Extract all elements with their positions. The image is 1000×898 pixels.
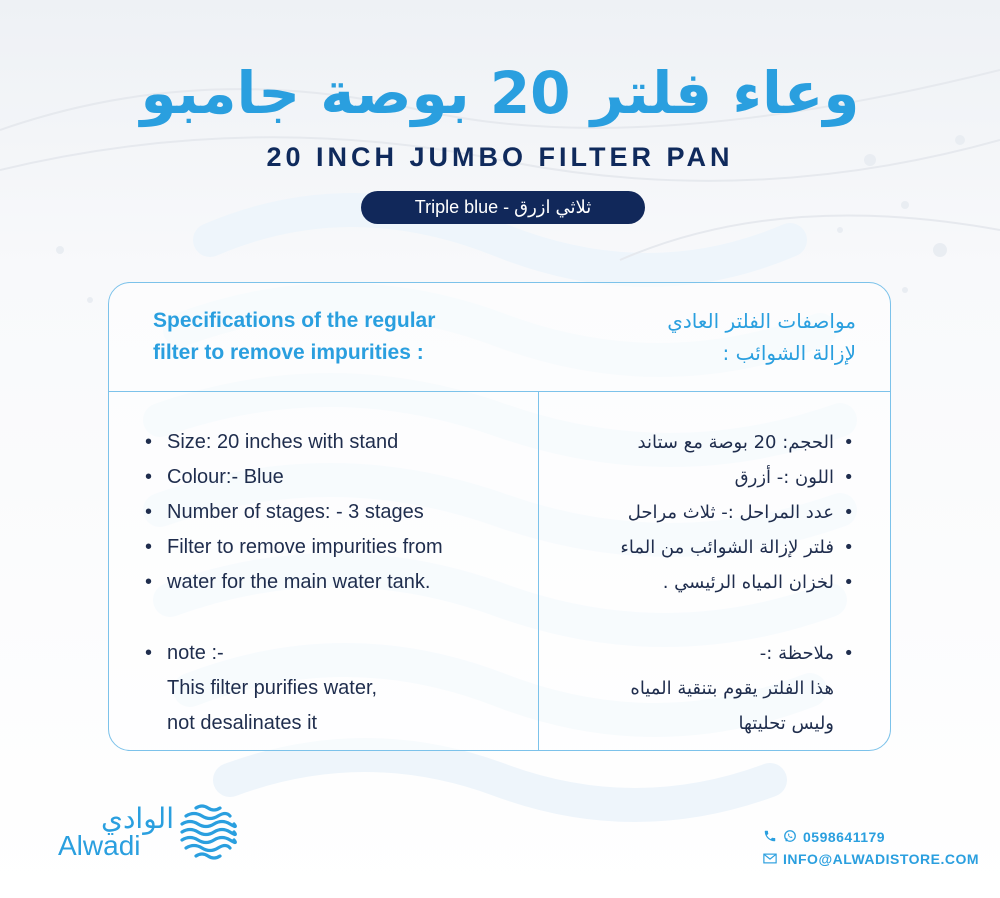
page-title-english: 20 INCH JUMBO FILTER PAN: [266, 142, 734, 172]
list-item: • Filter to remove impurities from: [145, 536, 443, 558]
list-item: • اللون :- أزرق: [734, 467, 854, 488]
spec-heading-english: [153, 305, 513, 369]
page-title-arabic: وعاء فلتر 20 بوصة جامبو: [140, 59, 860, 127]
alwadi-logo: [58, 802, 238, 864]
contact-info: [763, 826, 979, 870]
spec-heading-english-line: filter to remove impurities :: [153, 341, 424, 364]
phone-row[interactable]: [763, 826, 979, 848]
spec-list-english: [143, 425, 523, 741]
note-line: This filter purifies water,: [167, 677, 378, 699]
variant-badge: [361, 191, 645, 224]
spec-list-arabic: [536, 425, 856, 741]
email-address: INFO@ALWADISTORE.COM: [783, 851, 980, 867]
spec-heading-arabic: [536, 305, 856, 369]
header-divider: [109, 391, 890, 392]
list-item: • Number of stages: - 3 stages: [145, 501, 424, 523]
list-item: • فلتر لإزالة الشوائب من الماء: [620, 537, 854, 558]
whatsapp-icon: [783, 829, 797, 846]
spec-heading-arabic-line: مواصفات الفلتر العادي: [667, 309, 856, 333]
note-item: • note :-: [145, 642, 224, 664]
list-item: • عدد المراحل :- ثلاث مراحل: [627, 502, 854, 523]
note-line: وليس تحليتها: [738, 713, 834, 734]
list-item: • Colour:- Blue: [145, 466, 284, 488]
list-item: • water for the main water tank.: [145, 571, 431, 593]
email-row[interactable]: [763, 848, 979, 870]
phone-number: 0598641179: [803, 829, 886, 845]
alwadi-wave-logo-icon: [178, 802, 238, 862]
email-icon: [763, 851, 777, 867]
list-item: • الحجم: 20 بوصة مع ستاند: [637, 432, 854, 453]
phone-icon: [763, 829, 777, 846]
brand-name-arabic: الوادي: [101, 802, 174, 835]
specifications-card: [108, 282, 891, 751]
spec-heading-english-line: Specifications of the regular: [153, 309, 436, 332]
note-line: not desalinates it: [167, 712, 318, 734]
variant-badge-label: Triple blue - ثلاثي ازرق: [414, 197, 592, 217]
brand-name-english: Alwadi: [58, 830, 141, 861]
note-item: • ملاحظة :-: [759, 643, 854, 664]
list-item: • لخزان المياه الرئيسي .: [662, 572, 854, 593]
note-line: هذا الفلتر يقوم بتنقية المياه: [630, 678, 834, 699]
spec-heading-arabic-line: لإزالة الشوائب :: [722, 341, 856, 365]
list-item: • Size: 20 inches with stand: [145, 431, 399, 453]
